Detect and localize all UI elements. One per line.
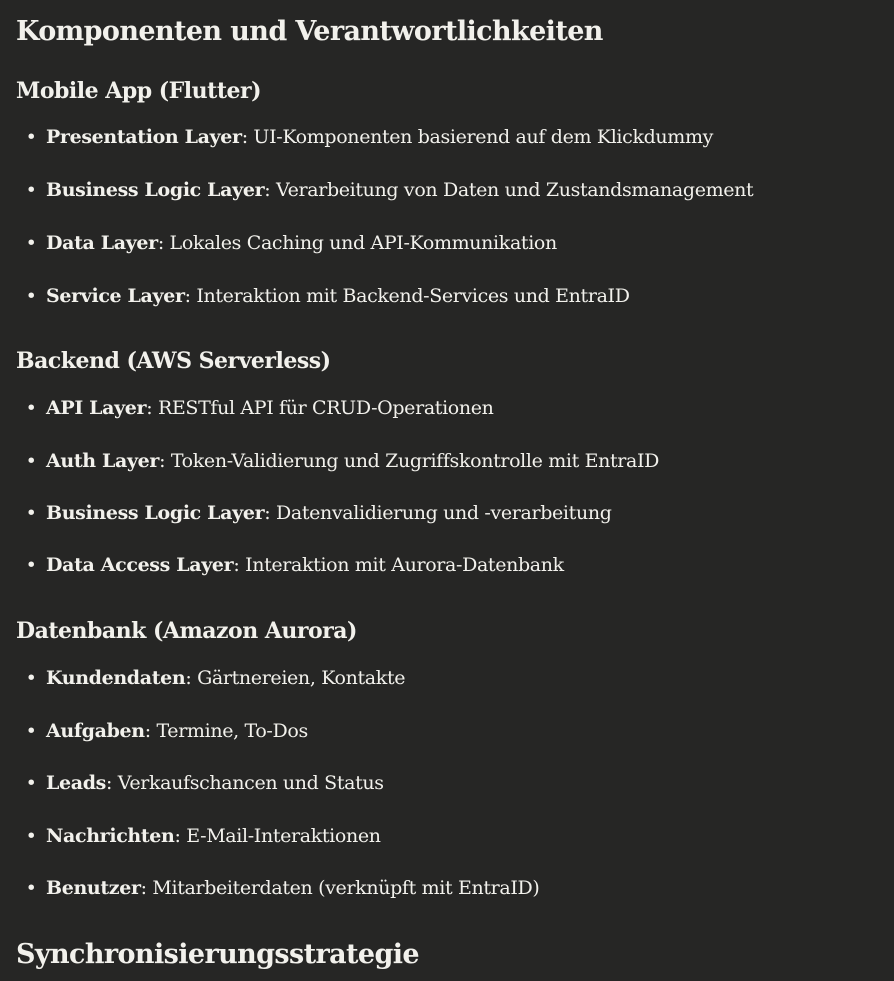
item-text: : Token-Validierung und Zugriffskontrolle mit EntraID	[159, 450, 660, 472]
item-text: : Termine, To-Dos	[144, 720, 308, 742]
bullet: •	[25, 825, 37, 847]
item-term: Aufgaben	[46, 720, 145, 742]
item-term: Auth Layer	[46, 450, 160, 472]
bullet: •	[25, 397, 37, 419]
section-heading-mobile-app: Mobile App (Flutter)	[16, 78, 261, 104]
item-term: Presentation Layer	[46, 126, 242, 148]
item-term: Data Layer	[46, 232, 158, 254]
bullet: •	[25, 502, 37, 524]
section-heading-backend: Backend (AWS Serverless)	[16, 348, 331, 374]
bullet: •	[25, 877, 37, 899]
item-term: Kundendaten	[46, 667, 186, 689]
item-term: Business Logic Layer	[46, 179, 265, 201]
item-text: : RESTful API für CRUD-Operationen	[146, 397, 494, 419]
bullet: •	[25, 232, 37, 254]
item-term: Nachrichten	[46, 825, 175, 847]
list-item	[16, 550, 564, 580]
bullet: •	[25, 772, 37, 794]
next-section-title: Synchronisierungsstrategie	[16, 939, 419, 970]
list-item	[16, 228, 557, 258]
list-item	[16, 716, 308, 746]
item-text: : Gärtnereien, Kontakte	[185, 667, 406, 689]
bullet: •	[25, 667, 37, 689]
item-text: : Interaktion mit Backend-Services und EntraID	[184, 285, 630, 307]
item-term: Leads	[46, 772, 106, 794]
item-term: Benutzer	[46, 877, 141, 899]
bullet: •	[25, 720, 37, 742]
list-item	[16, 175, 753, 205]
item-term: Data Access Layer	[46, 554, 234, 576]
item-text: : E-Mail-Interaktionen	[174, 825, 381, 847]
list-item	[16, 393, 494, 423]
list-item	[16, 768, 384, 798]
bullet: •	[25, 450, 37, 472]
item-text: : Lokales Caching und API-Kommunikation	[157, 232, 557, 254]
list-item	[16, 821, 381, 851]
bullet: •	[25, 285, 37, 307]
list-item	[16, 498, 612, 528]
list-item	[16, 663, 405, 693]
item-text: : Verarbeitung von Daten und Zustandsmanagement	[264, 179, 754, 201]
item-text: : Verkaufschancen und Status	[106, 772, 384, 794]
section-heading-datenbank: Datenbank (Amazon Aurora)	[16, 618, 357, 644]
list-item	[16, 446, 659, 476]
item-term: API Layer	[46, 397, 147, 419]
list-item	[16, 122, 713, 152]
item-text: : UI-Komponenten basierend auf dem Klickdummy	[241, 126, 714, 148]
bullet: •	[25, 126, 37, 148]
item-text: : Datenvalidierung und -verarbeitung	[264, 502, 612, 524]
item-text: : Interaktion mit Aurora-Datenbank	[233, 554, 564, 576]
item-text: : Mitarbeiterdaten (verknüpft mit EntraID)	[140, 877, 540, 899]
bullet: •	[25, 179, 37, 201]
list-item	[16, 873, 539, 903]
item-term: Business Logic Layer	[46, 502, 265, 524]
item-term: Service Layer	[46, 285, 185, 307]
list-item	[16, 281, 630, 311]
page-title: Komponenten und Verantwortlichkeiten	[16, 16, 603, 47]
bullet: •	[25, 554, 37, 576]
